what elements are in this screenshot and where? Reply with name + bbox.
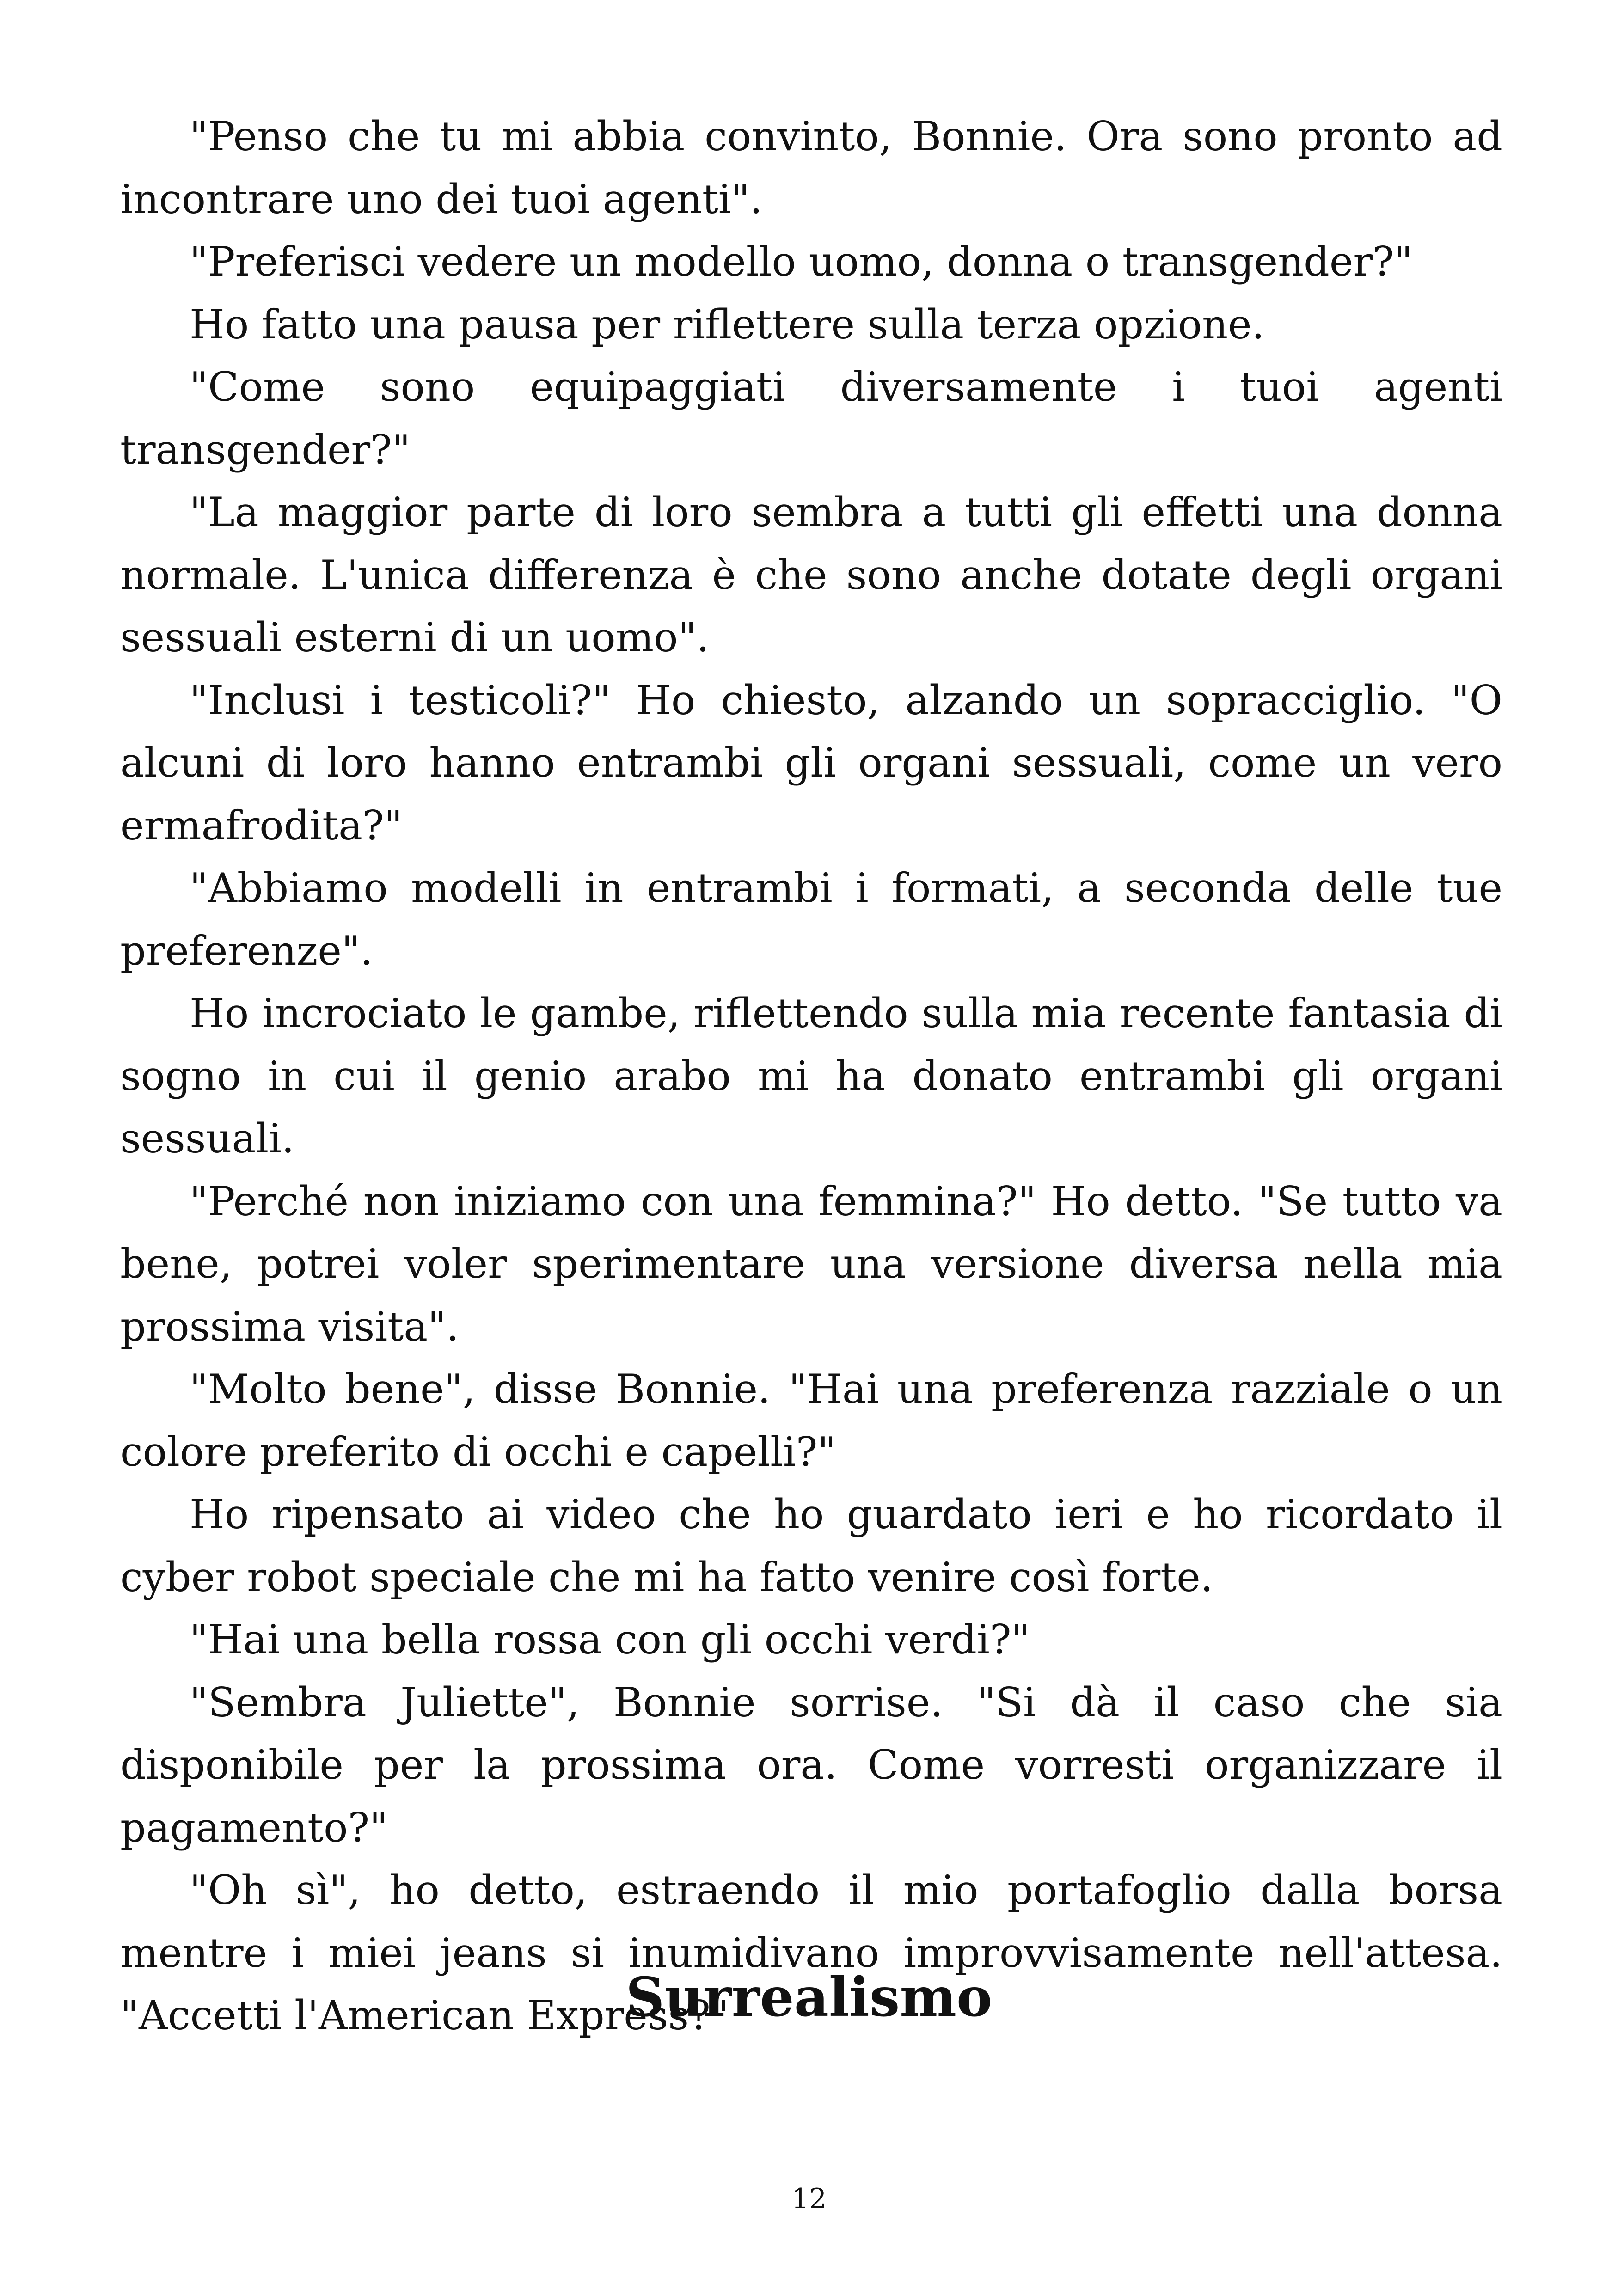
- paragraph: "Preferisci vedere un modello uomo, donna o transgender?": [190, 238, 1413, 285]
- paragraph: "Penso che tu mi abbia convinto, Bonnie. Ora sono pronto ad incontrare uno dei tuoi agenti".: [120, 113, 1502, 223]
- paragraph: "Perché non iniziamo con una femmina?" Ho detto. "Se tutto va bene, potrei voler sperimentare una versione diversa nella mia prossima visita".: [120, 1177, 1502, 1350]
- page-number: 12: [791, 2183, 827, 2215]
- paragraph: "Oh sì", ho detto, estraendo il mio portafoglio dalla borsa mentre i miei jeans si inumidivano improvvisamente nell'attesa. "Accetti l'American Express?": [120, 1867, 1502, 2039]
- paragraph: Ho fatto una pausa per riflettere sulla terza opzione.: [190, 300, 1265, 348]
- paragraph: Ho ripensato ai video che ho guardato ieri e ho ricordato il cyber robot speciale che mi ha fatto venire così forte.: [120, 1491, 1502, 1601]
- paragraph: "Abbiamo modelli in entrambi i formati, a seconda delle tue preferenze".: [120, 864, 1502, 974]
- paragraph: "La maggior parte di loro sembra a tutti gli effetti una donna normale. L'unica differenza è che sono anche dotate degli organi sessuali esterni di un uomo".: [120, 489, 1502, 661]
- paragraph: "Sembra Juliette", Bonnie sorrise. "Si dà il caso che sia disponibile per la prossima ora. Come vorresti organizzare il pagamento?": [120, 1678, 1502, 1851]
- chapter-title: Surrealismo: [625, 1966, 993, 2029]
- body-text: [120, 105, 1502, 2047]
- paragraph: "Come sono equipaggiati diversamente i tuoi agenti transgender?": [120, 363, 1502, 473]
- paragraph: Ho incrociato le gambe, riflettendo sulla mia recente fantasia di sogno in cui il genio arabo mi ha donato entrambi gli organi sessuali.: [120, 990, 1502, 1162]
- paragraph: "Molto bene", disse Bonnie. "Hai una preferenza razziale o un colore preferito di occhi e capelli?": [120, 1365, 1502, 1476]
- paragraph: "Inclusi i testicoli?" Ho chiesto, alzando un sopracciglio. "O alcuni di loro hanno entrambi gli organi sessuali, come un vero ermafrodita?": [120, 676, 1502, 849]
- paragraph: "Hai una bella rossa con gli occhi verdi?": [190, 1616, 1030, 1663]
